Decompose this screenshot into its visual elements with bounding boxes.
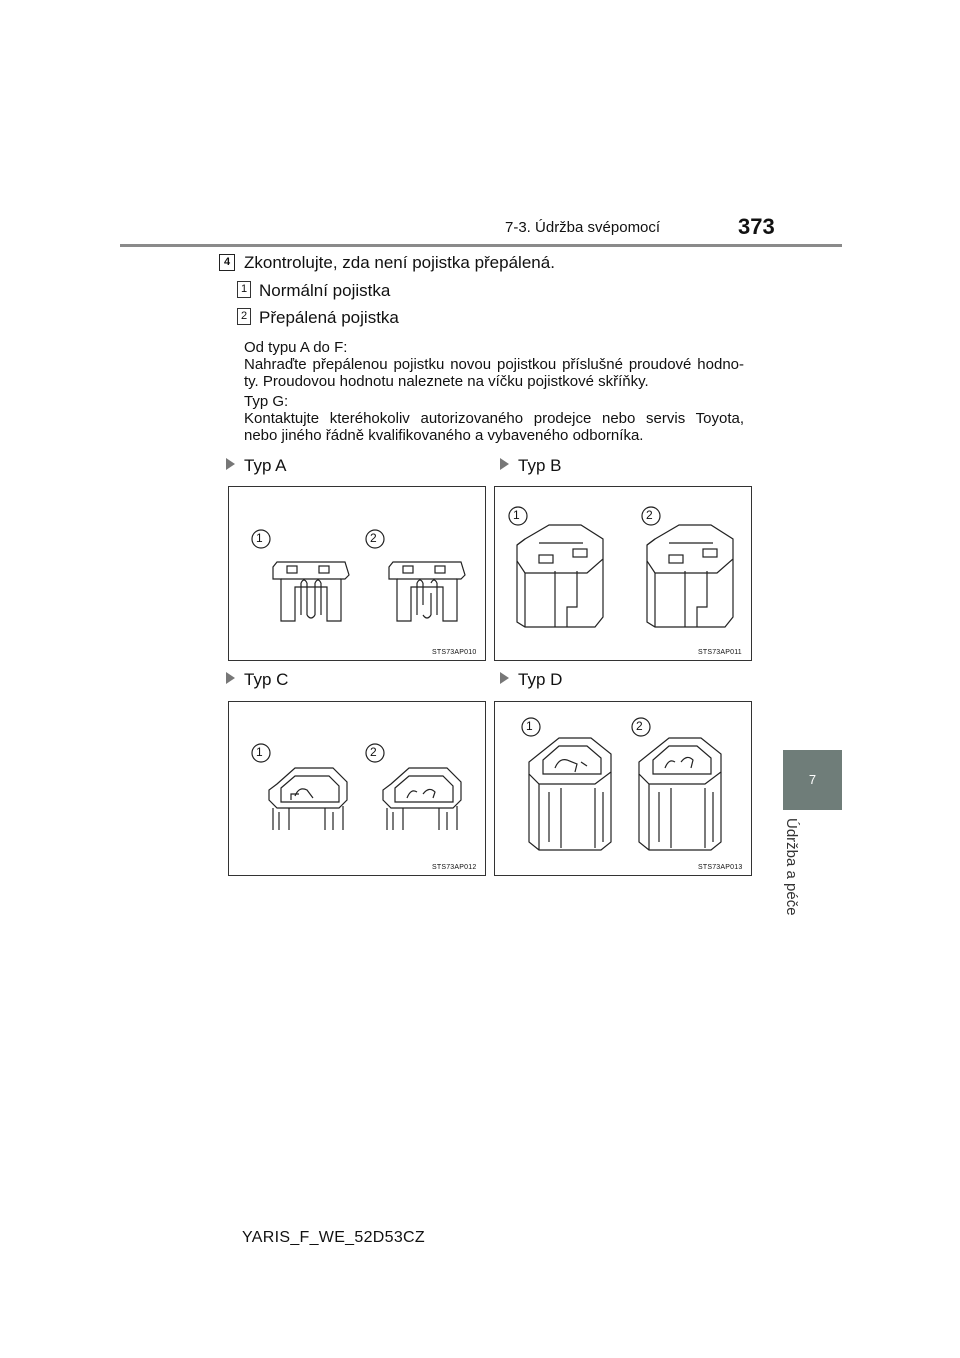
item-label: Normální pojistka [259,281,391,300]
callout-number: 2 [370,745,377,759]
triangle-bullet-icon [500,672,509,684]
callout-number: 1 [526,719,533,733]
triangle-bullet-icon [500,458,509,470]
callout-number: 2 [370,531,377,545]
figure-type-a [228,486,486,661]
chapter-title: Údržba a péče [783,818,800,916]
callout-number: 1 [256,745,263,759]
blade-fuse-icon [229,487,485,660]
step-number-box: 4 [219,254,235,271]
type-label: Typ D [500,670,562,690]
figure-code: STS73AP011 [698,649,742,656]
chapter-tab[interactable]: 7 [783,750,842,810]
type-label: Typ B [500,456,561,476]
step-instruction: Zkontrolujte, zda není pojistka přepálená. [244,253,555,272]
small-case-fuse-icon [229,702,485,875]
item-number-box: 2 [237,308,251,325]
page-number: 373 [738,214,775,239]
figure-code: STS73AP010 [432,649,477,656]
item-number-box: 1 [237,281,251,298]
triangle-bullet-icon [226,458,235,470]
triangle-bullet-icon [226,672,235,684]
section-title: 7-3. Údržba svépomocí [505,219,661,236]
figure-type-d [494,701,752,876]
type-label: Typ A [226,456,287,476]
callout-number: 2 [646,508,653,522]
header-divider [120,244,842,247]
paragraph-title: Typ G: [244,393,289,410]
callout-number: 1 [513,508,520,522]
figure-type-b [494,486,752,661]
figure-code: STS73AP013 [698,864,743,871]
paragraph-line: Nahraďte přepálenou pojistku novou pojistkou příslušné proudové hodno- [244,356,744,373]
paragraph-line: nebo jiného řádně kvalifikovaného a vybaveného odborníka. [244,427,644,444]
type-label: Typ C [226,670,288,690]
paragraph [244,393,744,444]
item-label: Přepálená pojistka [259,308,399,327]
paragraph-title: Od typu A do F: [244,339,348,356]
paragraph [244,339,744,390]
chapter-title-vertical [742,810,842,940]
paragraph-line: Kontaktujte kteréhokoliv autorizovaného prodejce nebo servis Toyota, [244,410,744,427]
paragraph-line: ty. Proudovou hodnotu naleznete na víčku pojistkové skříňky. [244,373,649,390]
model-code: YARIS_F_WE_52D53CZ [242,1229,425,1246]
case-fuse-icon [495,702,751,875]
figure-type-c [228,701,486,876]
callout-number: 1 [256,531,263,545]
cartridge-fuse-icon [495,487,751,660]
figure-code: STS73AP012 [432,864,477,871]
callout-number: 2 [636,719,643,733]
